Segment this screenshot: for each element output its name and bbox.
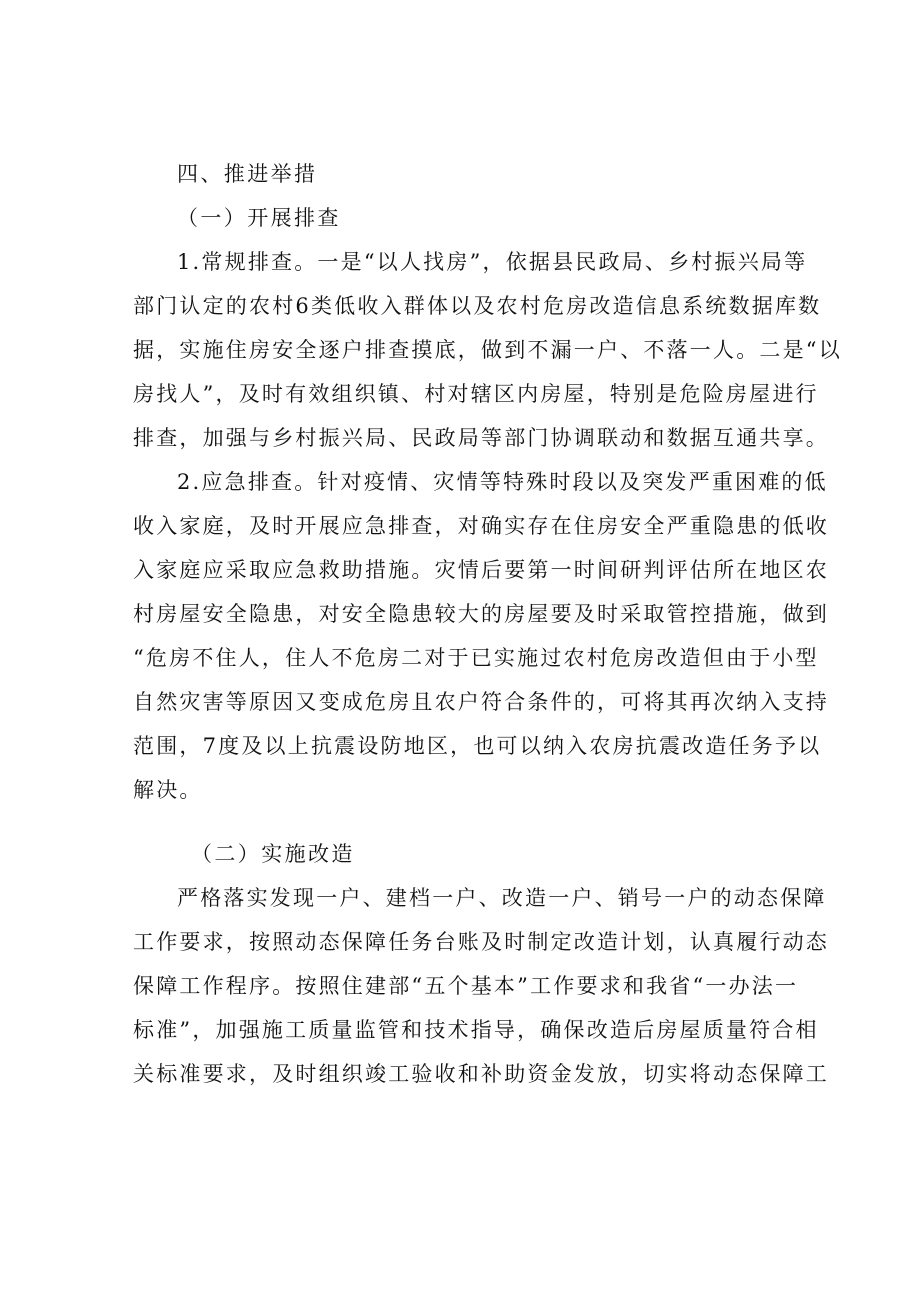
paragraph-line: 2.应急排查。针对疫情、灾情等特殊时段以及突发严重困难的低: [177, 470, 828, 494]
paragraph-line: 标准”，加强施工质量监管和技术指导，确保改造后房屋质量符合相: [133, 1018, 819, 1042]
section-title: 四、推进举措: [177, 162, 318, 186]
paragraph-line: 1.常规排查。一是“以人找房”，依据县民政局、乡村振兴局等: [177, 250, 808, 274]
paragraph-routine-inspection: [133, 240, 842, 460]
paragraph-line: “危房不住人，住人不危房二对于已实施过农村危房改造但由于小型: [133, 646, 819, 670]
paragraph-line: 严格落实发现一户、建档一户、改造一户、销号一户的动态保障: [177, 886, 827, 910]
paragraph-line: 保障工作程序。按照住建部“五个基本”工作要求和我省“一办法一: [133, 974, 799, 998]
document-body: [133, 152, 842, 1096]
paragraph-line: 据，实施住房安全逐户排查摸底，做到不漏一户、不落一人。二是“以: [133, 338, 842, 362]
paragraph-line: 解决。: [133, 778, 203, 802]
paragraph-line: 工作要求，按照动态保障任务台账及时制定改造计划，认真履行动态: [133, 930, 829, 954]
paragraph-line: 村房屋安全隐患，对安全隐患较大的房屋要及时采取管控措施，做到: [133, 602, 829, 626]
paragraph-line: 入家庭应采取应急救助措施。灾情后要第一时间研判评估所在地区农: [133, 558, 829, 582]
subsection-title-1: （一）开展排查: [177, 206, 341, 230]
paragraph-line: 关标准要求，及时组织竣工验收和补助资金发放，切实将动态保障工: [133, 1062, 829, 1086]
paragraph-line: 收入家庭，及时开展应急排查，对确实存在住房安全严重隐患的低收: [133, 514, 829, 538]
paragraph-line: 房找人”，及时有效组织镇、村对辖区内房屋，特别是危险房屋进行: [133, 382, 819, 406]
subsection-title-2: （二）实施改造: [191, 842, 355, 866]
paragraph-line: 范围，7度及以上抗震设防地区，也可以纳入农房抗震改造任务予以: [133, 734, 822, 758]
paragraph-line: 自然灾害等原因又变成危房且农户符合条件的，可将其再次纳入支持: [133, 690, 829, 714]
paragraph-line: 部门认定的农村6类低收入群体以及农村危房改造信息系统数据库数: [133, 294, 822, 318]
paragraph-line: 排查，加强与乡村振兴局、民政局等部门协调联动和数据互通共享。: [133, 426, 829, 450]
paragraph-implement-renovation: [133, 876, 829, 1096]
paragraph-emergency-inspection: [133, 460, 829, 812]
